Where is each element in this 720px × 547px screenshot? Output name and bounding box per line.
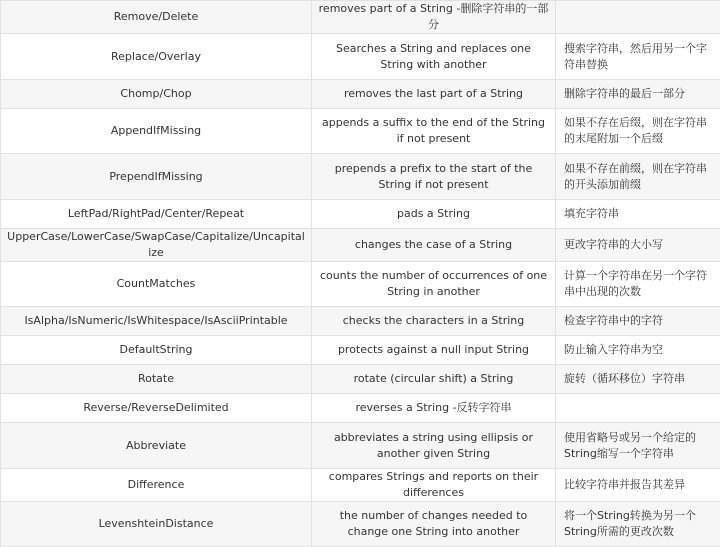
method-cell: IsAlpha/IsNumeric/IsWhitespace/IsAsciiPrintable <box>1 307 312 336</box>
method-cell: LevenshteinDistance <box>1 502 312 547</box>
description-cell: changes the case of a String <box>312 229 556 262</box>
method-cell: Replace/Overlay <box>1 34 312 80</box>
table-row <box>1 229 720 262</box>
description-cell: counts the number of occurrences of one String in another <box>312 262 556 307</box>
method-cell: UpperCase/LowerCase/SwapCase/Capitalize/Uncapitalize <box>1 229 312 262</box>
description-cell: appends a suffix to the end of the String if not present <box>312 109 556 154</box>
chinese-cell: 检查字符串中的字符 <box>556 307 720 336</box>
chinese-cell: 删除字符串的最后一部分 <box>556 80 720 109</box>
method-cell: CountMatches <box>1 262 312 307</box>
table-row <box>1 423 720 469</box>
chinese-cell: 比较字符串并报告其差异 <box>556 469 720 502</box>
table-row <box>1 307 720 336</box>
description-cell: reverses a String -反转字符串 <box>312 394 556 423</box>
description-cell: compares Strings and reports on their differences <box>312 469 556 502</box>
table-row <box>1 469 720 502</box>
chinese-cell: 如果不存在后缀，则在字符串的末尾附加一个后缀 <box>556 109 720 154</box>
chinese-cell: 填充字符串 <box>556 200 720 229</box>
method-cell: Reverse/ReverseDelimited <box>1 394 312 423</box>
method-cell: Chomp/Chop <box>1 80 312 109</box>
chinese-cell: 更改字符串的大小写 <box>556 229 720 262</box>
description-cell: the number of changes needed to change one String into another <box>312 502 556 547</box>
chinese-cell <box>556 1 720 34</box>
method-cell: Abbreviate <box>1 423 312 469</box>
description-cell: Searches a String and replaces one String with another <box>312 34 556 80</box>
method-cell: PrependIfMissing <box>1 154 312 200</box>
description-cell: removes the last part of a String <box>312 80 556 109</box>
method-cell: DefaultString <box>1 336 312 365</box>
table-row <box>1 109 720 154</box>
description-cell: pads a String <box>312 200 556 229</box>
table-row <box>1 1 720 34</box>
table-row <box>1 80 720 109</box>
table-row <box>1 394 720 423</box>
method-cell: Remove/Delete <box>1 1 312 34</box>
description-cell: rotate (circular shift) a String <box>312 365 556 394</box>
table-row <box>1 200 720 229</box>
method-cell: Difference <box>1 469 312 502</box>
method-cell: LeftPad/RightPad/Center/Repeat <box>1 200 312 229</box>
chinese-cell: 如果不存在前缀，则在字符串的开头添加前缀 <box>556 154 720 200</box>
chinese-cell <box>556 394 720 423</box>
description-cell: prepends a prefix to the start of the String if not present <box>312 154 556 200</box>
table-row <box>1 262 720 307</box>
table-row <box>1 365 720 394</box>
description-cell: protects against a null input String <box>312 336 556 365</box>
chinese-cell: 将一个String转换为另一个String所需的更改次数 <box>556 502 720 547</box>
chinese-cell: 搜索字符串，然后用另一个字符串替换 <box>556 34 720 80</box>
table-row <box>1 154 720 200</box>
table-row <box>1 336 720 365</box>
method-cell: AppendIfMissing <box>1 109 312 154</box>
table-row <box>1 34 720 80</box>
description-cell: removes part of a String -删除字符串的一部分 <box>312 1 556 34</box>
chinese-cell: 计算一个字符串在另一个字符串中出现的次数 <box>556 262 720 307</box>
chinese-cell: 使用省略号或另一个给定的String缩写一个字符串 <box>556 423 720 469</box>
description-cell: abbreviates a string using ellipsis or another given String <box>312 423 556 469</box>
method-cell: Rotate <box>1 365 312 394</box>
table-row <box>1 502 720 547</box>
chinese-cell: 旋转（循环移位）字符串 <box>556 365 720 394</box>
description-cell: checks the characters in a String <box>312 307 556 336</box>
chinese-cell: 防止输入字符串为空 <box>556 336 720 365</box>
